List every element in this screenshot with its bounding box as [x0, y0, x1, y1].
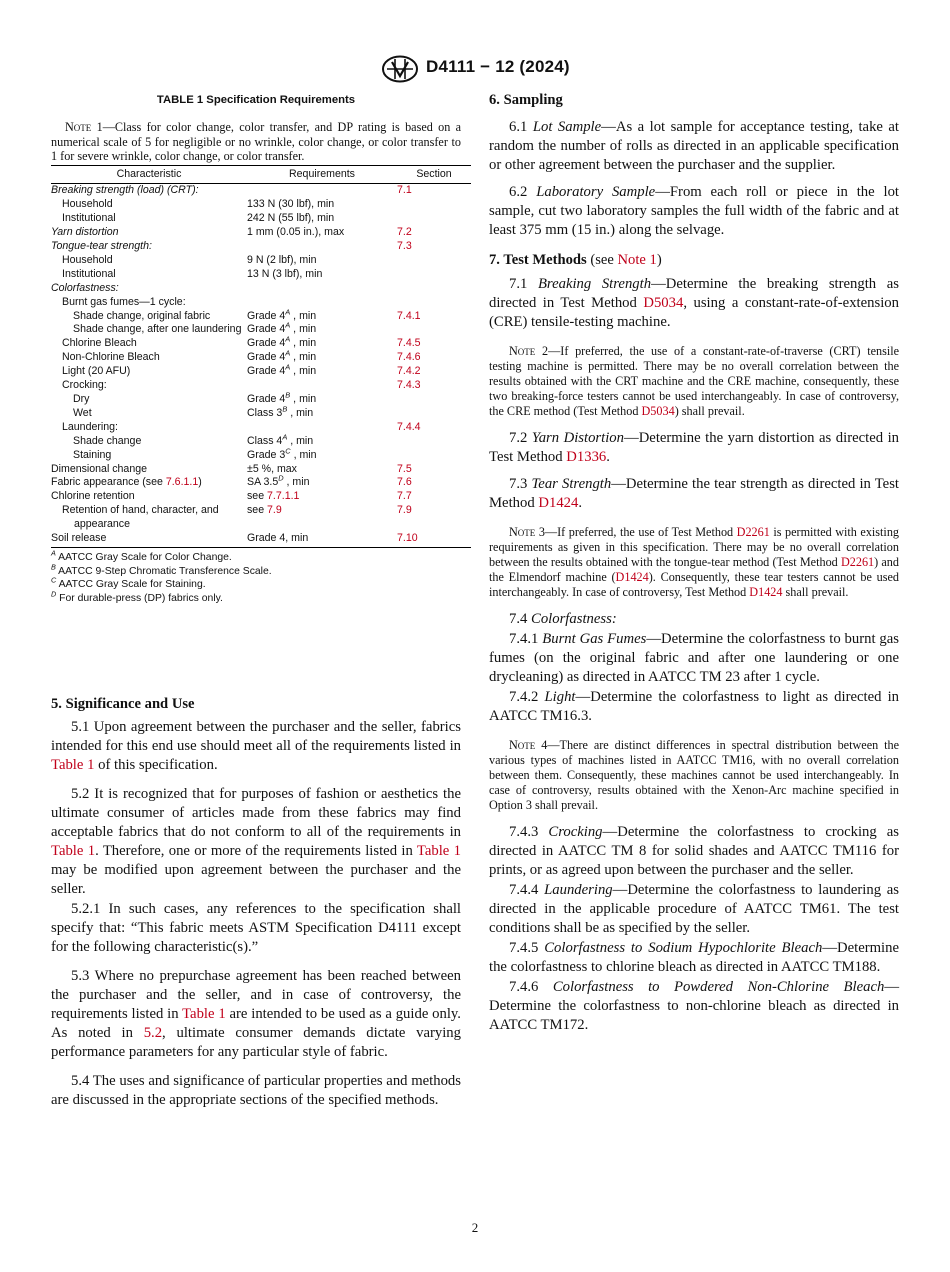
column-header-section: Section — [397, 165, 471, 184]
paragraph: 7.4.2 Light—Determine the colorfastness to light as directed in AATCC TM16.3. — [489, 689, 899, 724]
section-link[interactable]: 7.2 — [397, 226, 412, 239]
note-label: Note 1 — [65, 120, 103, 134]
characteristic-cell: Dry — [73, 393, 90, 405]
requirement-cell: Class $3^B$ , min — [247, 404, 314, 419]
table-row — [51, 435, 471, 449]
page-number: 2 — [471, 1220, 479, 1235]
table-row — [51, 365, 471, 379]
characteristic-cell: Staining — [73, 448, 112, 461]
footnote: $^A$ AATCC Gray Scale for Color Change. — [51, 548, 232, 563]
table-row — [51, 212, 471, 226]
table-link[interactable]: Table 1 — [416, 843, 461, 859]
table-row — [51, 282, 471, 296]
section-heading: 7. Test Methods (see Note 1) — [489, 252, 662, 268]
table-row — [51, 323, 471, 337]
requirement-cell: Grade $4^A$ , min — [247, 362, 317, 378]
section-heading: 6. Sampling — [489, 92, 563, 108]
table-row — [51, 421, 471, 435]
table-title: TABLE 1 Specification Requirements — [156, 94, 356, 106]
paragraph: 6.1 Lot Sample—As a lot sample for acceptance testing, take at random the number of rolls as directed in an applicable specification or other agreement between the purchaser and the supplier. — [489, 119, 900, 173]
paragraph: 6.2 Laboratory Sample—From each roll or piece in the lot sample, cut two laboratory samples the full width of the fabric and at least 375 mm (15 in.) along the selvage. — [489, 184, 899, 238]
characteristic-cell: Wet — [73, 406, 92, 419]
paragraph: 5.3 Where no prepurchase agreement has been reached between the purchaser and the seller, and in case of controversy, the requirements listed in Table 1 are intended to be used as a guide only. As noted in 5.2, ultimate consumer demands dictate varying performance parameters for any particular style of fabric. — [51, 968, 461, 1060]
paragraph: 7.1 Breaking Strength—Determine the breaking strength as directed in Test Method D5034, using a constant-rate-of-extension (CRE) tensile-testing machine. — [489, 276, 899, 330]
table-row — [51, 393, 471, 407]
requirement-cell: 13 N (3 lbf), min — [247, 267, 323, 280]
paragraph: 7.4.1 Burnt Gas Fumes—Determine the colorfastness to burnt gas fumes (on the original fabric and after one laundering or one drycleaning) as directed in AATCC TM 23 after 1 cycle. — [489, 631, 900, 685]
footnote: $^C$ AATCC Gray Scale for Staining. — [51, 575, 206, 591]
table-link[interactable]: Table 1 — [51, 843, 96, 859]
section-link[interactable]: 7.7.1.1 — [267, 490, 300, 503]
section-heading: 5. Significance and Use — [51, 696, 195, 712]
section-link[interactable]: 7.3 — [397, 240, 412, 253]
characteristic-cell: Light (20 AFU) — [62, 365, 131, 378]
paragraph: 5.2.1 In such cases, any references to the specification shall specify that: “This fabric meets ASTM Specification D4111 except for the following characteristic(s).” — [51, 901, 461, 955]
paragraph: 7.3 Tear Strength—Determine the tear strength as directed in Test Method D1424. — [489, 476, 899, 511]
standard-link[interactable]: D1424 — [538, 495, 579, 511]
footnote: $^B$ AATCC 9-Step Chromatic Transference Scale. — [51, 562, 272, 577]
table-row — [51, 379, 471, 393]
characteristic-cell: Crocking: — [62, 379, 107, 392]
paragraph: 7.4 Colorfastness: — [509, 611, 617, 627]
requirement-cell: Grade $3^C$ , min — [247, 446, 317, 461]
table-row — [51, 337, 471, 351]
standard-link[interactable]: D2261 — [736, 525, 770, 539]
requirement-cell: Grade $4^A$ , min — [247, 307, 317, 322]
standard-link[interactable]: D1336 — [566, 449, 607, 465]
section-link[interactable]: 7.10 — [397, 532, 471, 547]
characteristic-cell: Laundering: — [62, 420, 118, 433]
note-text: —Class for color change, color transfer, and DP rating is based on a numerical scale of 5 for negligible or no wrinkle, color change, or color transfer to 1 for severe wrinkle, color change, or color transfer. — [51, 120, 461, 163]
section-link[interactable]: 7.4.4 — [397, 420, 421, 433]
characteristic-cell: Retention of hand, character, and appearance — [62, 504, 219, 531]
paragraph: 5.2 It is recognized that for purposes of fashion or aesthetics the ultimate consumer of articles made from these fabrics may find acceptable fabrics that do not conform to all of the requirements in Table 1. Therefore, one or more of the requirements listed in Table 1 may be modified upon agreement between the purchaser and the seller. — [51, 786, 461, 897]
left-column — [51, 94, 461, 1108]
requirement-cell: Grade $4^A$ , min — [247, 348, 317, 364]
requirement-cell: see 7.9 — [247, 504, 282, 517]
section-link[interactable]: 7.1 — [397, 184, 412, 197]
requirement-cell: SA $3.5^D$ , min — [247, 473, 310, 489]
section-5 — [51, 696, 461, 1110]
characteristic-cell: Tongue-tear strength: — [51, 240, 152, 253]
paragraph: 7.4.6 Colorfastness to Powdered Non-Chlorine Bleach—Determine the colorfastness to non-chlorine bleach as directed in AATCC TM172. — [489, 979, 899, 1033]
requirement-cell: Grade 4, min — [247, 532, 397, 547]
table-row — [51, 407, 471, 421]
section-link[interactable]: 7.4.6 — [397, 351, 421, 364]
characteristic-cell: Breaking strength (load) (CRT): — [51, 184, 199, 197]
paragraph: 5.4 The uses and significance of particular properties and methods are discussed in the appropriate sections of the specified methods. — [51, 1073, 461, 1108]
column-header-requirements: Requirements — [247, 165, 397, 184]
table-row — [51, 240, 471, 254]
section-link[interactable]: 7.4.3 — [397, 379, 421, 392]
requirement-cell: Grade $4^A$ , min — [247, 334, 317, 350]
table-row — [51, 532, 471, 547]
standard-link[interactable]: D5034 — [641, 404, 675, 418]
standard-link[interactable]: D5034 — [643, 295, 684, 311]
table-row — [51, 449, 471, 463]
standard-link[interactable]: D1424 — [749, 585, 783, 599]
astm-logo-icon — [381, 55, 419, 83]
table-row — [51, 310, 471, 324]
table-row — [51, 504, 471, 532]
section-link[interactable]: 7.7 — [397, 490, 412, 503]
table-row — [51, 254, 471, 268]
table-row — [51, 351, 471, 365]
requirement-cell: 133 N (30 lbf), min — [247, 198, 335, 211]
table-link[interactable]: Table 1 — [51, 757, 95, 773]
section-link[interactable]: 7.9 — [397, 504, 412, 517]
requirement-cell: 9 N (2 lbf), min — [247, 253, 317, 266]
section-link[interactable]: 7.4.5 — [397, 337, 421, 350]
characteristic-cell: Institutional — [62, 212, 116, 225]
characteristic-cell: Non-Chlorine Bleach — [62, 351, 160, 364]
section-link[interactable]: 7.9 — [267, 504, 282, 517]
note-link[interactable]: Note 1 — [617, 252, 657, 268]
section-link[interactable]: 7.6.1.1 — [165, 476, 199, 489]
table-link[interactable]: Table 1 — [182, 1006, 226, 1022]
paragraph: 7.2 Yarn Distortion—Determine the yarn distortion as directed in Test Method D1336. — [489, 430, 899, 465]
characteristic-cell: Shade change, original fabric — [73, 309, 211, 322]
table-footnotes — [51, 548, 461, 605]
paragraph: 5.1 Upon agreement between the purchaser and the seller, fabrics intended for this end use should meet all of the requirements listed in Table 1 of this specification. — [51, 719, 461, 773]
requirement-cell: Class $4^A$ , min — [247, 432, 314, 447]
paragraph: 7.4.5 Colorfastness to Sodium Hypochlorite Bleach—Determine the colorfastness to chlorine bleach as directed in AATCC TM188. — [489, 940, 899, 975]
section-link[interactable]: 7.5 — [397, 462, 412, 475]
section-link[interactable]: 5.2 — [143, 1025, 163, 1041]
requirement-cell: ±5 %, max — [247, 462, 297, 475]
column-header-characteristic: Characteristic — [51, 165, 247, 184]
characteristic-cell: Shade change — [73, 434, 142, 447]
paragraph: 7.4.3 Crocking—Determine the colorfastness to crocking as directed in AATCC TM 8 for solid shades and AATCC TM116 for prints, or as agreed upon between the purchaser and the seller. — [489, 824, 899, 878]
table-row — [51, 268, 471, 282]
paragraph: 7.4.4 Laundering—Determine the colorfastness to laundering as directed in the applicable procedure of AATCC TM61. The test conditions shall be as specified by the seller. — [489, 882, 899, 936]
characteristic-cell: Dimensional change — [51, 462, 147, 475]
note: Note 4—There are distinct differences in spectral distribution between the various types of machines listed in AATCC TM16, with no overall correlation between them. Consequently, these machines cannot be used interchangeably. In case of controversy, results obtained with the Xenon-Arc machine specified in Option 3 shall prevail. — [489, 738, 900, 812]
requirement-cell: 242 N (55 lbf), min — [247, 212, 335, 225]
page-header — [0, 55, 950, 85]
table-row — [51, 226, 471, 240]
requirement-cell: Grade $4^A$ , min — [247, 320, 317, 336]
section-link[interactable]: 7.4.2 — [397, 365, 421, 378]
footnote: $^D$ For durable-press (DP) fabrics only. — [51, 589, 223, 604]
characteristic-cell: Fabric appearance (see 7.6.1.1) — [51, 476, 202, 489]
table-note — [51, 120, 461, 164]
characteristic-cell: Colorfastness: — [51, 281, 119, 294]
standard-link[interactable]: D1424 — [615, 570, 649, 584]
characteristic-cell: Household — [62, 198, 113, 211]
table-row — [51, 463, 471, 477]
characteristic-cell: Shade change, after one laundering — [73, 323, 242, 336]
standard-link[interactable]: D2261 — [840, 555, 875, 569]
document-designation: D4111 − 12 (2024) — [426, 57, 570, 76]
note: Note 3—If preferred, the use of Test Method D2261 is permitted with existing requirements as given in this specification. There may be no overall correlation between the results obtained with the tongue-tear method (Test Method D2261) and the Elmendorf machine (D1424). Consequently, these tear testers cannot be used interchangeably. In case of controversy, Test Method D1424 shall prevail. — [489, 525, 900, 599]
characteristic-cell: Soil release — [51, 532, 247, 547]
characteristic-cell: Chlorine Bleach — [62, 337, 137, 350]
characteristic-cell: Burnt gas fumes—1 cycle: — [62, 295, 186, 308]
table-row — [51, 184, 471, 198]
table-row — [51, 296, 471, 310]
section-link[interactable]: 7.4.1 — [397, 309, 421, 322]
specification-table — [51, 165, 471, 548]
characteristic-cell: Institutional — [62, 267, 116, 280]
table-header-row — [51, 165, 471, 184]
characteristic-cell: Household — [62, 253, 113, 266]
requirement-cell: see 7.7.1.1 — [247, 490, 300, 503]
table-row — [51, 476, 471, 490]
note: Note 2—If preferred, the use of a constant-rate-of-traverse (CRT) tensile testing machine is permitted. There may be no overall correlation between the results obtained with the CRT machine and the CRE machine, consequently, these two breaking-force testers cannot be used interchangeably. In case of controversy, the CRE method (Test Method D5034) shall prevail. — [489, 344, 900, 418]
requirement-cell: 1 mm (0.05 in.), max — [247, 226, 345, 239]
characteristic-cell: Chlorine retention — [51, 490, 135, 503]
right-column — [489, 92, 899, 1035]
characteristic-cell: Yarn distortion — [51, 226, 119, 239]
requirement-cell: Grade $4^B$ , min — [247, 390, 317, 405]
table-row — [51, 490, 471, 504]
section-link[interactable]: 7.6 — [397, 476, 412, 489]
table-row — [51, 198, 471, 212]
